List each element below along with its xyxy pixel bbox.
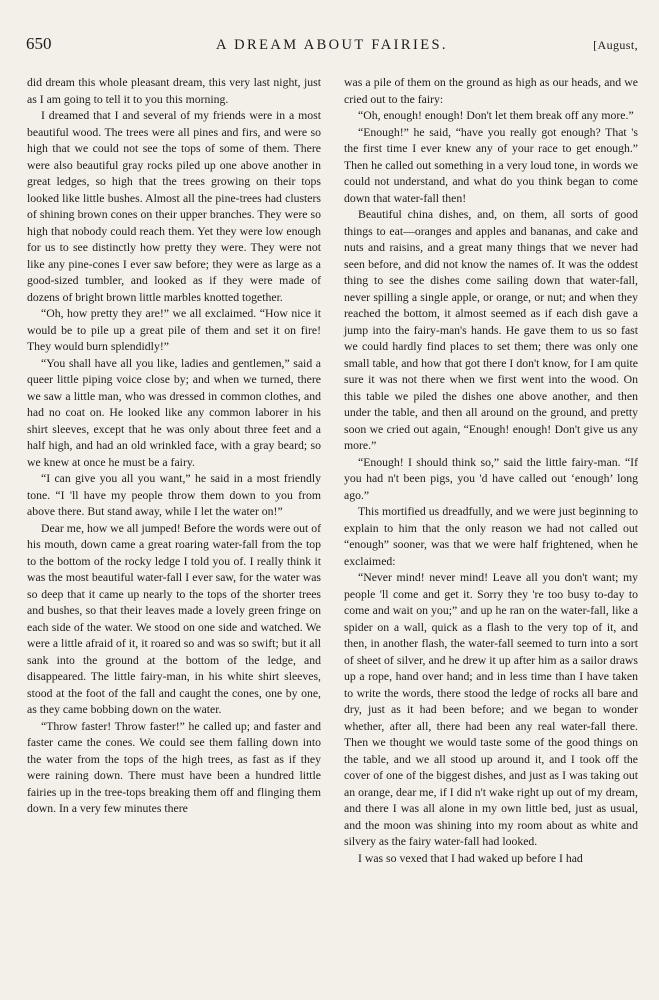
- paragraph: “Oh, how pretty they are!” we all exclaimed. “How nice it would be to pile up a great pile of them and set it on fire! They would burn splendidly!”: [27, 307, 321, 353]
- right-column: [344, 75, 638, 867]
- paragraph: was a pile of them on the ground as high as our heads, and we cried out to the fairy:: [344, 76, 638, 106]
- paragraph: “Throw faster! Throw faster!” he called up; and faster and faster came the cones. We could see them falling down into the water from the tops of the high trees, as fast as if they were raining down. There must have been a hundred little fairies up in the tree-tops breaking them off and flinging them down. In a very few minutes there: [27, 719, 321, 815]
- paragraph: Beautiful china dishes, and, on them, all sorts of good things to eat—oranges and apples and bananas, and cake and nuts and raisins, and a great many things that we never had seen before, and did not know the names of. It was the oddest thing to see the dishes come sailing down that water-fall, never spilling a single apple, or orange, or nut; and when they reached the bottom, it almost seemed as if each dish gave a jump into the fairy-man's hands. He gave them to us so fast we could hardly find places to set them; there was only one small table, and how that got there I don't know, for I am quite sure it was not there when we first went into the wood. On this table we piled the dishes one above another, and then under the table, and then all around on the ground, and pretty soon we cried out again, “Enough! enough! Don't give us any more.”: [344, 208, 638, 452]
- paragraph: “Never mind! never mind! Leave all you don't want; my people 'll come and get it. Sorry they 're too busy to-day to come and wait on you;” and up he ran on the water-fall, like a spider on a wall, quick as a flash to the very top of it, and then, in another flash, the water-fall seemed to turn into a sort of sheet of silver, and he drew it up after him as a sailor draws up a rope, hand over hand; and in less time than I have taken to write the words, there stood the ledge of rocks all bare and dry, just as it had been before; and we began to wonder whether, after all, there had been any real water-fall there. Then we thought we would taste some of the good things on the table, and we all stood up around it, and I took off the cover of one of the biggest dishes, and just as I was taking out an orange, dear me, if I did n't wake right up out of my dream, and there I was all alone in my own little bed, just as usual, and the moon was shining into my room about as white and silvery as the fairy water-fall had looked.: [344, 571, 638, 848]
- paragraph: “Oh, enough! enough! Don't let them break off any more.”: [358, 109, 634, 122]
- paragraph: “Enough!” he said, “have you really got enough? That 's the first time I ever knew any of your race to get enough.” Then he called out something in a very loud tone, in words we could not understand, and what do you think began to come down that water-fall then!: [344, 125, 638, 205]
- running-title: A DREAM ABOUT FAIRIES.: [216, 37, 448, 53]
- page-header: [26, 34, 638, 58]
- paragraph: did dream this whole pleasant dream, this very last night, just as I am going to tell it to you this morning.: [27, 76, 321, 106]
- paragraph: I dreamed that I and several of my friends were in a most beautiful wood. The trees were all pines and firs, and were so high that we could not see the tops of some of them. There were also beautiful gray rocks piled up one above another in great ledges, so high that the trees growing on their tops looked like little bushes. Almost all the pine-trees had clusters of shining brown cones on their upper branches. They were so high that nobody could reach them. Yet they were low enough for us to see distinctly how pretty they were. They were not like any pine-cones I ever saw before; they were as large as a good-sized tumbler, and looked as if they were made of dozens of bright brown little marbles knotted together.: [27, 109, 321, 304]
- paragraph: This mortified us dreadfully, and we were just beginning to explain to him that the only reason we had not called out “enough” sooner, was that we were half frightened, when he exclaimed:: [344, 505, 638, 568]
- paragraph: “You shall have all you like, ladies and gentlemen,” said a queer little piping voice close by; and when we turned, there we saw a little man, who was dressed in common clothes, and had no coat on. He looked like any common laborer in his shirt sleeves, except that he was only about three feet and a half high, and had an old wrinkled face, with a gray beard; so we knew at once he must be a fairy.: [27, 356, 321, 469]
- paragraph: I was so vexed that I had waked up before I had: [358, 851, 583, 865]
- page-number: 650: [26, 34, 52, 53]
- issue-month: [August,: [593, 38, 638, 52]
- paragraph: “I can give you all you want,” he said in a most friendly tone. “I 'll have my people throw them down to you from above there. But stand away, while I let the water on!”: [27, 472, 321, 518]
- left-column: [27, 75, 321, 818]
- paragraph: “Enough! I should think so,” said the little fairy-man. “If you had n't been pigs, you 'd have called out ‘enough’ long ago.”: [344, 455, 638, 502]
- paragraph: Dear me, how we all jumped! Before the words were out of his mouth, down came a great roaring water-fall from the top to the bottom of the rocky ledge I told you of. I really think it was the most beautiful water-fall I ever saw, for the water was so deep that it came up nearly to the tops of the shorter trees and bushes, so that their leaves made a lovely green fringe on each side of the water. We stood on one side and watched. We were a little afraid of it, it roared so and was so swift; but it all sank into the ground at the bottom of the ledge, and disappeared. The little fairy-man, in his white shirt sleeves, stood at the foot of the fall and caught the cones, one by one, as they came bobbing down on the water.: [27, 521, 321, 716]
